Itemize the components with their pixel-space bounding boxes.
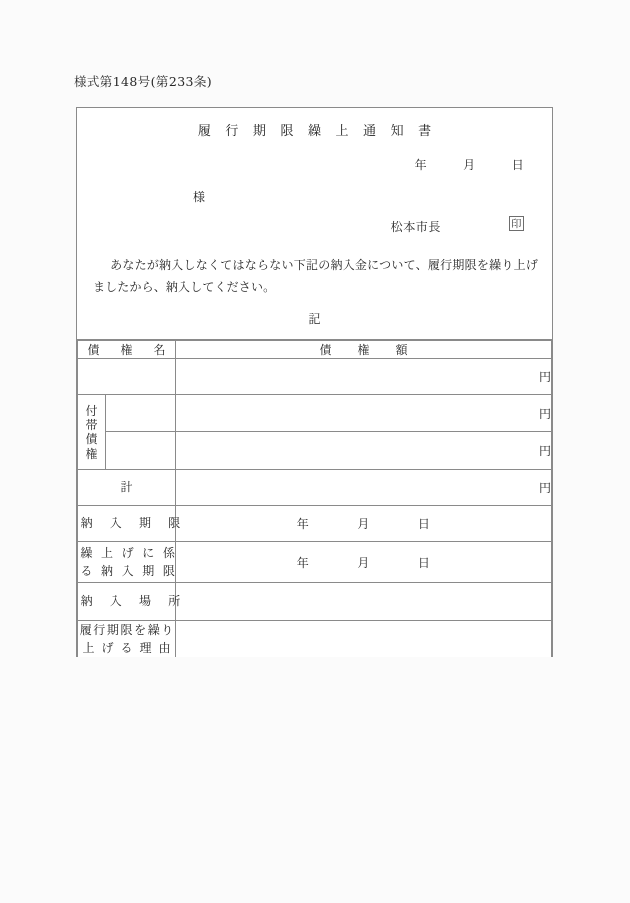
accelerated-deadline-value[interactable] xyxy=(176,542,552,583)
torn-edge-zigzag-icon xyxy=(76,634,554,635)
incidental-char-4: 権 xyxy=(85,446,98,461)
issuer-line xyxy=(77,218,552,235)
incidental-name-input-cell-2[interactable] xyxy=(106,432,176,470)
body-paragraph-text: あなたが納入しなくてはならない下記の納入金について、履行期限を繰り上げましたから、納入してください。 xyxy=(93,258,538,295)
accelerated-deadline-label xyxy=(78,542,176,583)
header-claim-name: 債 権 名 xyxy=(78,341,176,359)
accelerated-deadline-label-line-1: 繰 上 げ に 係 xyxy=(80,546,178,561)
incidental-claim-label xyxy=(78,395,106,470)
payment-deadline-year: 年 xyxy=(296,517,310,532)
table-row xyxy=(78,432,552,470)
table-row xyxy=(78,542,552,583)
issuer-name-label: 松本市長 xyxy=(390,220,441,234)
claim-amount-unit-0[interactable]: 円 xyxy=(176,359,552,395)
date-month-label: 月 xyxy=(463,158,476,172)
accelerated-deadline-label-line-2: る 納 入 期 限 xyxy=(80,564,178,579)
addressee-suffix-label: 様 xyxy=(193,190,206,204)
table-row xyxy=(78,470,552,506)
ki-mark-label: 記 xyxy=(308,312,321,327)
total-label: 計 xyxy=(78,470,176,506)
header-claim-amount: 債 権 額 xyxy=(176,341,552,359)
accelerated-deadline-year: 年 xyxy=(296,555,310,570)
form-number-label: 様式第148号(第233条) xyxy=(74,74,213,89)
accelerated-deadline-month: 月 xyxy=(357,555,370,570)
date-day-label: 日 xyxy=(511,158,524,172)
claims-table xyxy=(77,340,552,657)
claim-name-input-cell[interactable] xyxy=(78,359,176,395)
acceleration-reason-label-line-1: 履行期限を繰り xyxy=(79,623,175,638)
payment-deadline-month: 月 xyxy=(357,517,370,532)
torn-page-edge xyxy=(76,627,554,635)
payment-deadline-value[interactable] xyxy=(176,506,552,542)
date-year-label: 年 xyxy=(414,158,427,172)
page-title: 履 行 期 限 繰 上 通 知 書 xyxy=(197,124,437,139)
incidental-char-2: 帯 xyxy=(85,418,98,433)
table-row xyxy=(78,395,552,432)
payment-deadline-day: 日 xyxy=(417,517,431,532)
acceleration-reason-label-line-2: 上 げ る 理 由 xyxy=(82,641,173,656)
claim-amount-unit-2[interactable]: 円 xyxy=(176,432,552,470)
table-header-row xyxy=(78,341,552,359)
seal-stamp-icon: 印 xyxy=(510,218,523,230)
payment-place-label: 納 入 場 所 xyxy=(78,583,176,621)
form-header-block xyxy=(77,120,552,340)
claim-amount-unit-1[interactable]: 円 xyxy=(176,395,552,432)
table-row xyxy=(78,506,552,542)
table-row xyxy=(78,583,552,621)
body-paragraph xyxy=(77,254,552,298)
payment-place-input-cell[interactable] xyxy=(176,583,552,621)
incidental-char-1: 付 xyxy=(85,404,98,419)
incidental-name-input-cell-1[interactable] xyxy=(106,395,176,432)
incidental-char-3: 債 xyxy=(85,432,98,447)
addressee-line xyxy=(77,188,552,205)
accelerated-deadline-day: 日 xyxy=(417,555,431,570)
form-frame xyxy=(76,107,553,657)
issue-date-line xyxy=(77,156,552,173)
payment-deadline-label: 納 入 期 限 xyxy=(78,506,176,542)
table-row xyxy=(78,359,552,395)
total-amount-unit[interactable]: 円 xyxy=(176,470,552,506)
